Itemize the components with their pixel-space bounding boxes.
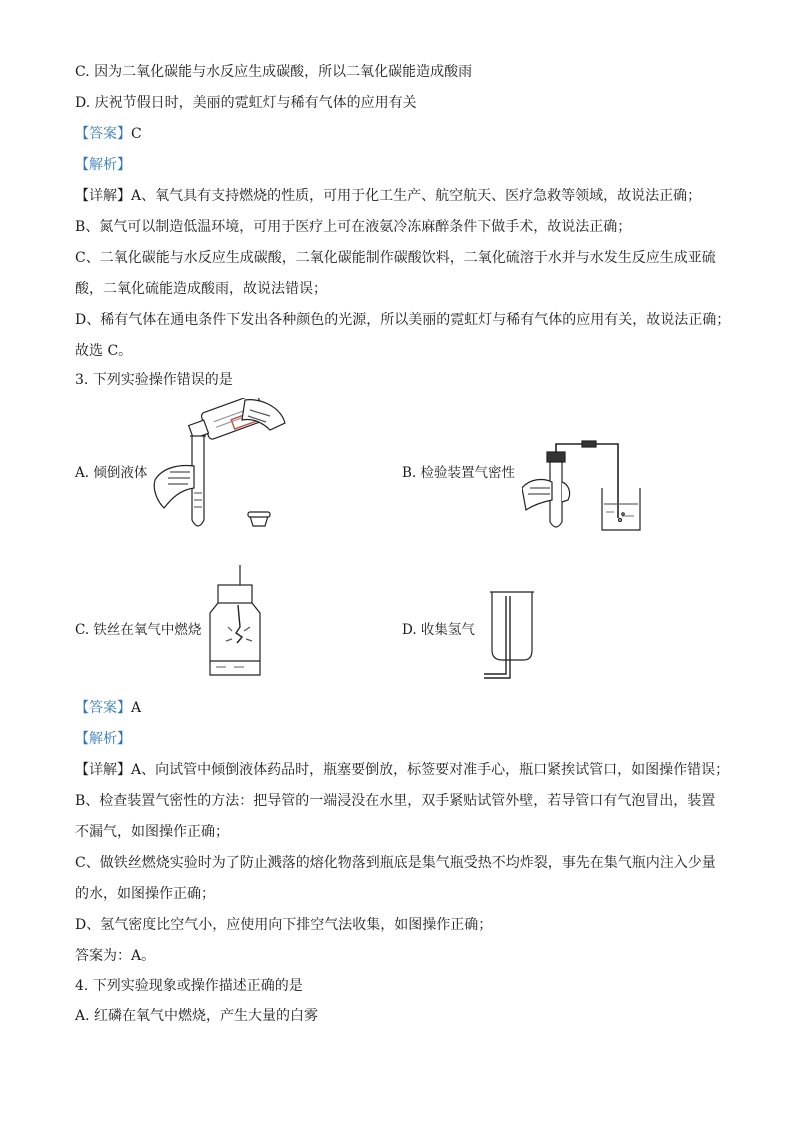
q3-option-c: C. 铁丝在氧气中燃烧 xyxy=(75,622,202,638)
q3-option-b: B. 检验装置气密性 xyxy=(402,465,516,481)
q2-option-c: C. 因为二氧化碳能与水反应生成碳酸，所以二氧化碳能造成酸雨 xyxy=(75,64,473,80)
q2-analysis-tag: 【解析】 xyxy=(75,157,131,173)
q4-option-a: A. 红磷在氧气中燃烧，产生大量的白雾 xyxy=(75,1008,319,1024)
answer-value: A xyxy=(131,700,142,716)
q3-detail-d: D、氢气密度比空气小，应使用向下排空气法收集，如图操作正确； xyxy=(75,917,493,933)
q3-detail-a: 【详解】A、向试管中倾倒液体药品时，瓶塞要倒放，标签要对准手心，瓶口紧挨试管口，如图操作错误； xyxy=(75,762,730,778)
q2-detail-a: 【详解】A、氧气具有支持燃烧的性质，可用于化工生产、航空航天、医疗急救等领域，故说法正确； xyxy=(75,188,702,204)
airtightness-check-figure xyxy=(522,440,652,535)
answer-tag: 【答案】 xyxy=(75,700,131,716)
q2-detail-c-1: C、二氧化碳能与水反应生成碳酸，二氧化碳能制作碳酸饮料，二氧化硫溶于水并与水发生反应生成亚硫 xyxy=(75,250,716,266)
q3-option-d: D. 收集氢气 xyxy=(402,622,475,638)
q2-option-d: D. 庆祝节假日时，美丽的霓虹灯与稀有气体的应用有关 xyxy=(75,95,417,111)
q3-analysis-tag: 【解析】 xyxy=(75,731,131,747)
q3-detail-b-1: B、检查装置气密性的方法：把导管的一端浸没在水里，双手紧贴试管外壁，若导管口有气泡冒出，装置 xyxy=(75,793,716,809)
q3-option-a: A. 倾倒液体 xyxy=(75,465,148,481)
q3-detail-c-1: C、做铁丝燃烧实验时为了防止溅落的熔化物落到瓶底是集气瓶受热不均炸裂，事先在集气瓶内注入少量 xyxy=(75,855,716,871)
q2-detail-d: D、稀有气体在通电条件下发出各种颜色的光源，所以美丽的霓虹灯与稀有气体的应用有关，故说法正确； xyxy=(75,312,731,328)
answer-tag: 【答案】 xyxy=(75,126,131,142)
q4-stem: 4. 下列实验现象或操作描述正确的是 xyxy=(75,978,303,994)
pouring-liquid-figure xyxy=(150,398,290,534)
q3-answer xyxy=(75,698,141,718)
q3-detail-c-2: 的水，如图操作正确； xyxy=(75,886,215,902)
hydrogen-collection-figure xyxy=(480,590,540,685)
iron-wire-burning-figure xyxy=(204,565,264,680)
q3-detail-b-2: 不漏气，如图操作正确； xyxy=(75,824,229,840)
answer-value: C xyxy=(131,126,142,142)
q2-answer xyxy=(75,124,142,144)
q2-detail-b: B、氮气可以制造低温环境，可用于医疗上可在液氨冷冻麻醉条件下做手术，故说法正确； xyxy=(75,219,632,235)
q3-stem: 3. 下列实验操作错误的是 xyxy=(75,372,233,388)
q3-conclusion: 答案为：A。 xyxy=(75,948,156,964)
q2-conclusion: 故选 C。 xyxy=(75,343,133,359)
q2-detail-c-2: 酸，二氧化硫能造成酸雨，故说法错误； xyxy=(75,281,327,297)
